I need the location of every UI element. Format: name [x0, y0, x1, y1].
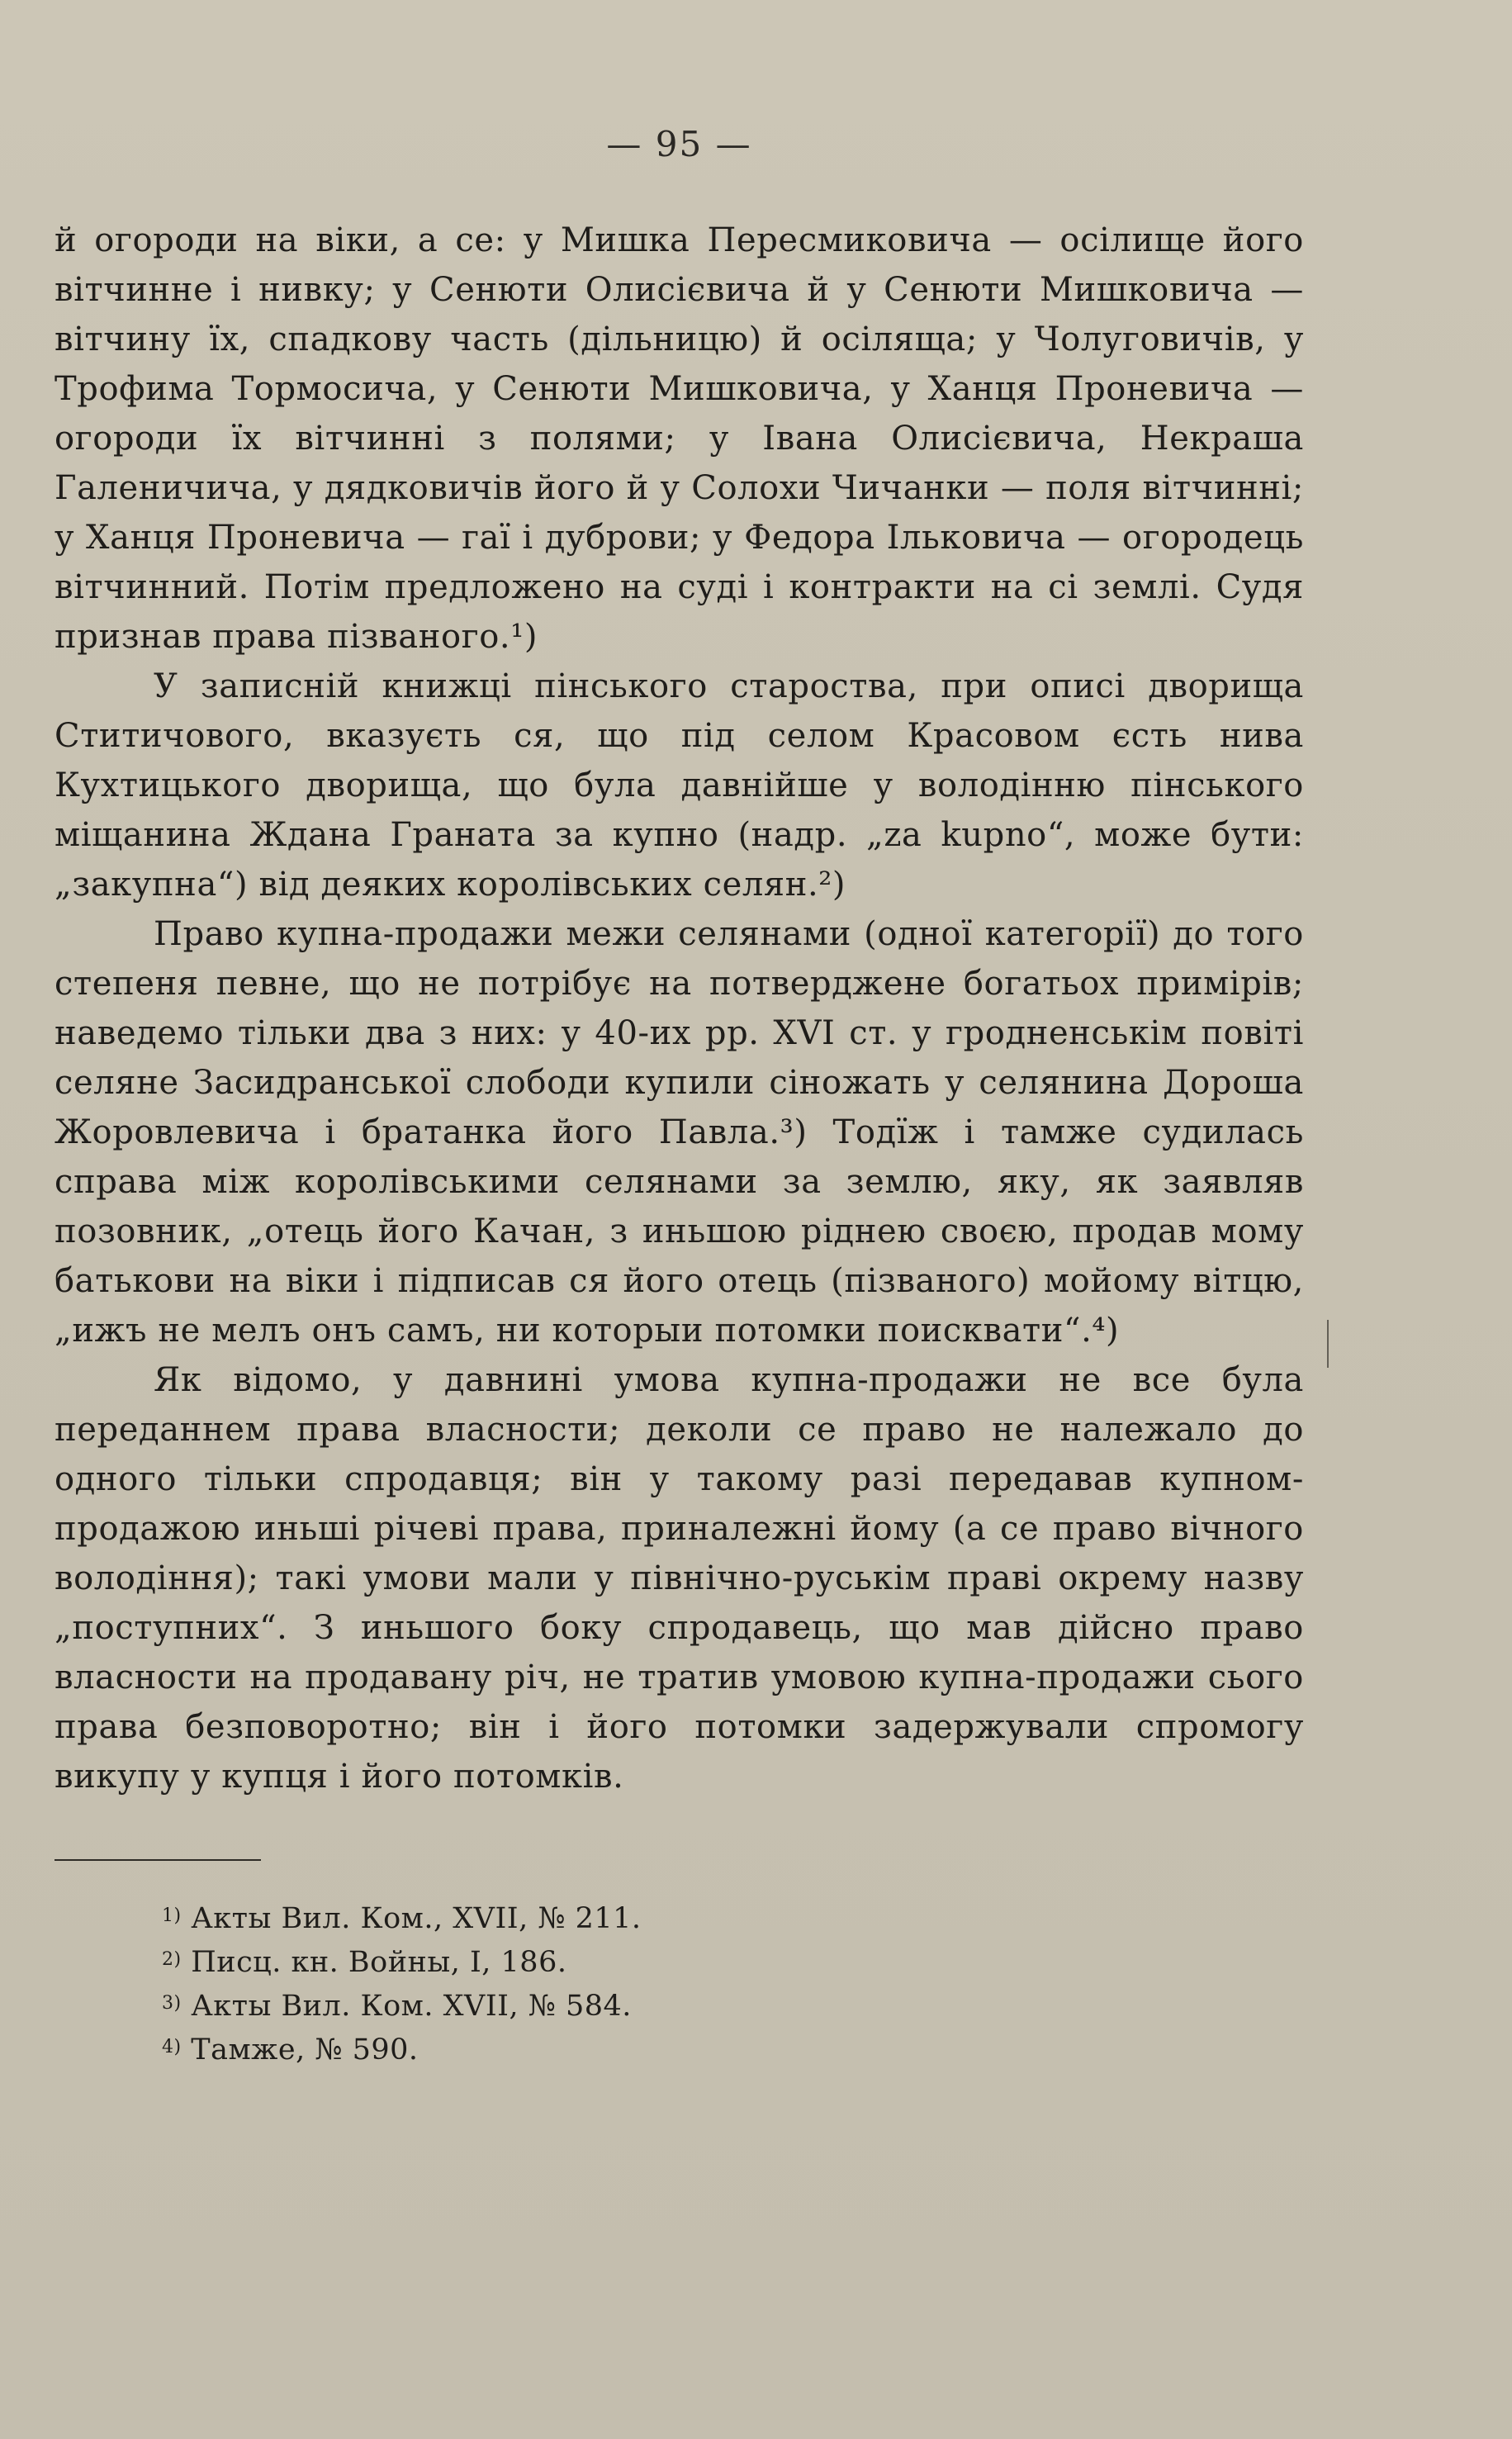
footnote-mark: 2): [162, 1949, 182, 1970]
footnote: [162, 2029, 1304, 2072]
footnote-mark: 3): [162, 1993, 182, 2014]
footnote-mark: 4): [162, 2037, 182, 2057]
page-number: — 95 —: [606, 124, 752, 164]
paragraph: У записній книжці пінського староства, при описі дворища Ститичового, вказуєть ся, що під селом Красовом єсть нива Кухтицького дворища, що була давнійше у володінню пінського міщанина Ждана Граната за купно (надр. „za kupno“, може бути: „закупна“) від деяких королівських селян.²): [55, 667, 1304, 904]
body-text: [55, 216, 1304, 1801]
footnote-mark: 1): [162, 1905, 182, 1926]
footnotes: [55, 1897, 1304, 2072]
footnote-text: Тамже, № 590.: [191, 2033, 419, 2067]
footnote: [162, 1897, 1304, 1941]
footnote-text: Акты Вил. Ком. XVII, № 584.: [191, 1990, 632, 2023]
paragraph: Право купна-продажи межи селянами (одної категорії) до того степеня певне, що не потрібує на потверджене богатьох примірів; наведемо тільки два з них: у 40-их рр. XVI ст. у гродненськім повіті селяне Засидранської слободи купили сіножать у селянина Дороша Жоровлевича і братанка його Павла.³) Тодїж і тамже судилась справа між королівськими селянами за землю, яку, як заявляв позовник, „отець його Качан, з иньшою ріднею своєю, продав мому батькови на віки і підписав ся його отець (пізваного) мойому вітцю, „ижъ не мелъ онъ самъ, ни которыи потомки поисквати“.⁴): [55, 915, 1304, 1350]
footnote-text: Писц. кн. Войны, I, 186.: [191, 1946, 567, 1979]
paragraph: й огороди на віки, а се: у Мишка Пересмиковича — осілище його вітчинне і нивку; у Сенюти Олисієвича й у Сенюти Мишковича — вітчину їх, спадкову часть (дільницю) й осіляща; у Чолуговичів, у Трофима Тормосича, у Сенюти Мишковича, у Ханця Проневича — огороди їх вітчинні з полями; у Івана Олисієвича, Некраша Галеничича, у дядковичів його й у Солохи Чичанки — поля вітчинні; у Ханця Проневича — гаї і дуброви; у Федора Ільковича — огородець вітчинний. Потім предложено на суді і контракти на сі землі. Судя признав права пізваного.¹): [55, 221, 1304, 656]
footnote-divider: [55, 1859, 261, 1861]
footnote-text: Акты Вил. Ком., XVII, № 211.: [191, 1902, 642, 1935]
footnote: [162, 1941, 1304, 1985]
margin-mark: [1327, 1320, 1329, 1368]
footnote: [162, 1985, 1304, 2029]
paragraph: Як відомо, у давнині умова купна-продажи не все була переданнем права власности; деколи се право не належало до одного тільки спродавця; він у такому разі передавав купном-продажою иньші річеві права, приналежні йому (а се право вічного володіння); такі умови мали у північно-руськім праві окрему назву „поступних“. З иньшого боку спродавець, що мав дійсно право власности на продавану річ, не тратив умовою купна-продажи сього права безповоротно; він і його потомки задержували спромогу викупу у купця і його потомків.: [55, 1361, 1304, 1796]
